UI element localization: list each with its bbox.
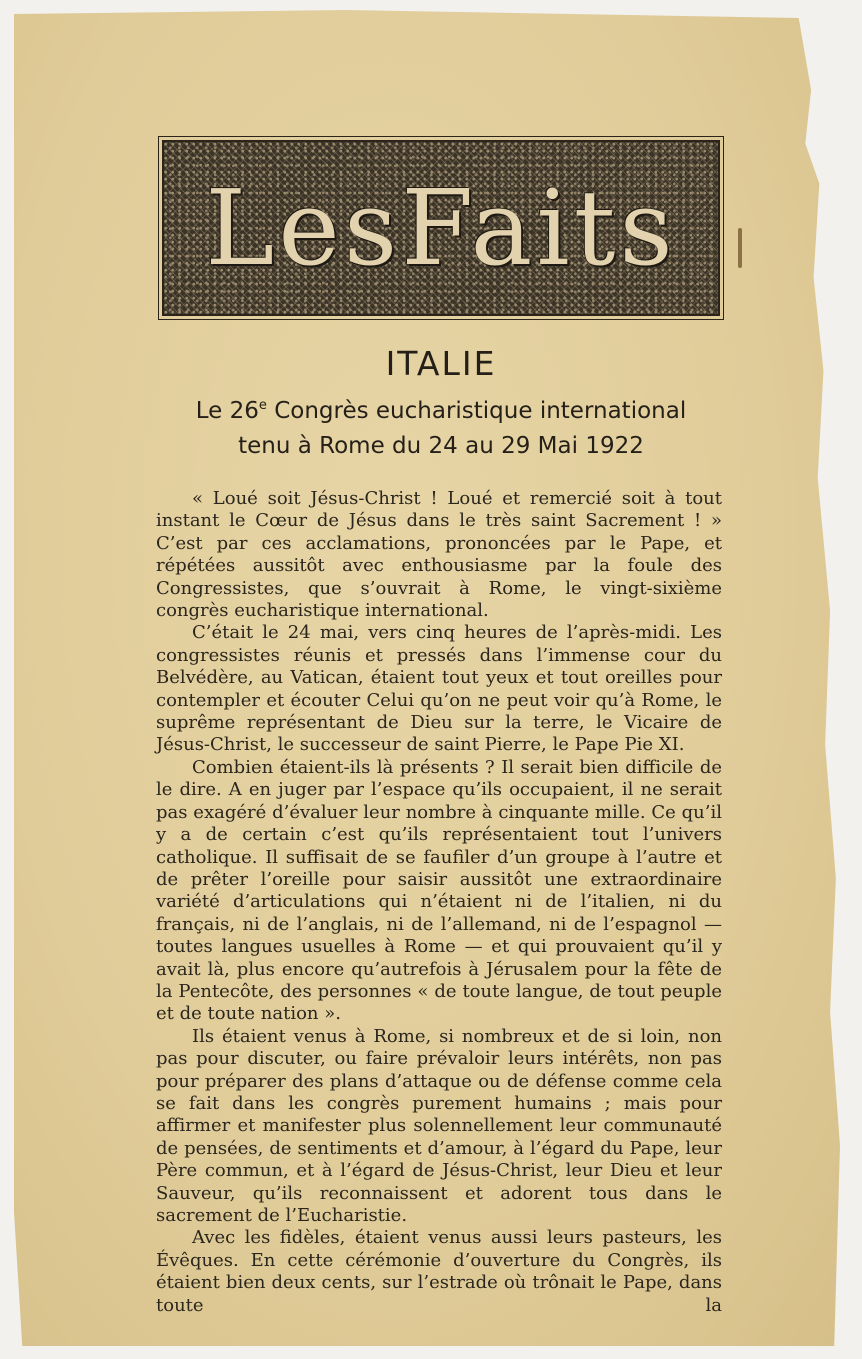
- subtitle-prefix: Le 26: [195, 398, 259, 424]
- article-paragraph: « Loué soit Jésus-Christ ! Loué et remercié soit à tout instant le Cœur de Jésus dans le très saint Sacrement ! » C’est par ces acclamations, prononcées par le Pape, et répétées aussitôt avec enthousiasme par la foule des Congressistes, que s’ouvrait à Rome, le vingt-sixième congrès eucharistique international.: [156, 488, 722, 622]
- article-paragraph: Combien étaient-ils là présents ? Il serait bien difficile de le dire. A en juger par l’espace qu’ils occupaient, il ne serait pas exagéré d’évaluer leur nombre à cinquante mille. Ce qu’il y a de certain c’est qu’ils représentaient tout l’univers catholique. Il suffisait de se faufiler d’un groupe à l’autre et de prêter l’oreille pour saisir aussitôt une extraordinaire variété d’articulations qui n’étaient ni de l’italien, ni du français, ni de l’anglais, ni de l’allemand, ni de l’espagnol — toutes langues usuelles à Rome — et qui prouvaient qu’il y avait là, plus encore qu’autrefois à Jérusalem pour la fête de la Pentecôte, des personnes « de toute langue, de tout peuple et de toute nation ».: [156, 756, 722, 1025]
- masthead-banner: [162, 140, 720, 316]
- section-country-heading: ITALIE: [385, 344, 497, 383]
- ordinal-superscript: e: [258, 398, 267, 413]
- masthead-title: LesFaits: [205, 167, 677, 289]
- article-body: [156, 488, 722, 1317]
- article-paragraph: Avec les fidèles, étaient venus aussi leurs pasteurs, les Évêques. En cette cérémonie d’ouverture du Congrès, ils étaient bien deux cents, sur l’estrade où trônait le Pape, dans toute la: [156, 1227, 722, 1316]
- subtitle-rest: Congrès eucharistique international: [266, 398, 687, 424]
- paper-stain: [738, 228, 742, 268]
- article-subtitle-line1: [162, 398, 720, 424]
- article-paragraph: C’était le 24 mai, vers cinq heures de l’après-midi. Les congressistes réunis et pressés dans l’immense cour du Belvédère, au Vatican, étaient tout yeux et tout oreilles pour contempler et écouter Celui qu’on ne peut voir qu’à Rome, le suprême représentant de Dieu sur la terre, le Vicaire de Jésus-Christ, le successeur de saint Pierre, le Pape Pie XI.: [156, 622, 722, 756]
- article-subtitle-line2: tenu à Rome du 24 au 29 Mai 1922: [238, 433, 644, 459]
- article-paragraph: Ils étaient venus à Rome, si nombreux et de si loin, non pas pour discuter, ou faire prévaloir leurs intérêts, non pas pour préparer des plans d’attaque ou de défense comme cela se fait dans les congrès purement humains ; mais pour affirmer et manifester plus solennellement leur communauté de pensées, de sentiments et d’amour, à l’égard du Pape, leur Père commun, et à l’égard de Jésus-Christ, leur Dieu et leur Sauveur, qu’ils reconnaissent et adorent tous dans le sacrement de l’Eucharistie.: [156, 1025, 722, 1226]
